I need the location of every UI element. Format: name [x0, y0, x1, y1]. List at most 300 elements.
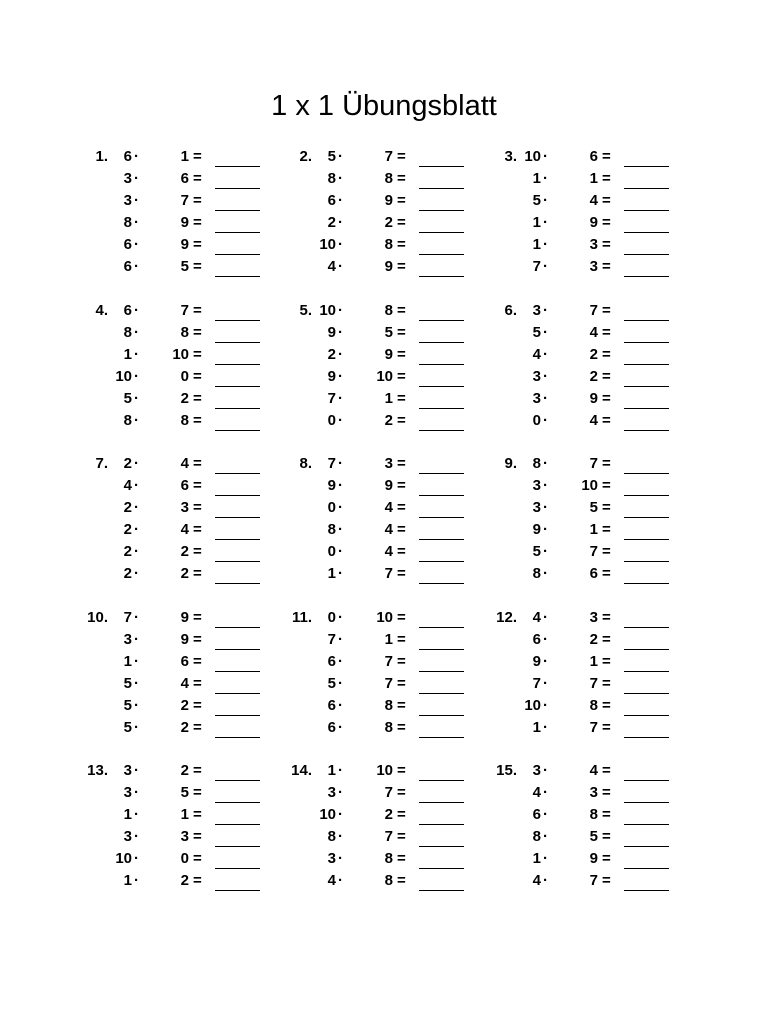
- exercise-number: 8.: [299, 455, 312, 472]
- exercise-row: [490, 147, 695, 169]
- equals-sign: =: [602, 543, 611, 560]
- multiply-sign: ·: [134, 784, 139, 801]
- multiply-sign: ·: [338, 214, 343, 231]
- factor-b: 3: [180, 828, 189, 845]
- equals-sign: =: [193, 301, 202, 319]
- equals-sign: =: [602, 674, 611, 692]
- equals-sign: =: [602, 608, 611, 626]
- factor-b: 1: [589, 521, 598, 538]
- exercise-row: [81, 652, 286, 674]
- equals-sign: =: [602, 301, 611, 319]
- answer-blank: [215, 890, 260, 891]
- multiply-sign: ·: [338, 718, 343, 736]
- exercise-row: [81, 257, 286, 279]
- multiply-sign: ·: [338, 521, 343, 538]
- answer-blank: [419, 539, 464, 540]
- equals-sign: =: [193, 345, 202, 363]
- factor-b: 9: [589, 389, 598, 407]
- exercise-row: [490, 761, 695, 783]
- equals-sign: =: [602, 630, 611, 648]
- multiply-sign: ·: [543, 148, 548, 165]
- exercise-row: [81, 827, 286, 849]
- exercise-row: [285, 871, 490, 893]
- equals-sign: =: [602, 411, 611, 429]
- factor-b: 7: [589, 301, 598, 319]
- answer-blank: [419, 430, 464, 431]
- multiply-sign: ·: [543, 674, 548, 692]
- exercise-row: [490, 389, 695, 411]
- factor-b: 9: [589, 214, 598, 231]
- factor-a: 3: [532, 301, 541, 319]
- exercise-row: [490, 805, 695, 827]
- factor-b: 5: [180, 258, 189, 275]
- factor-b: 4: [589, 411, 598, 429]
- equals-sign: =: [397, 455, 406, 472]
- exercise-number: 14.: [291, 762, 312, 779]
- equals-sign: =: [602, 696, 611, 714]
- factor-a: 2: [123, 543, 132, 560]
- factor-a: 6: [123, 258, 132, 275]
- answer-blank: [624, 430, 669, 431]
- factor-b: 2: [180, 389, 189, 407]
- equals-sign: =: [602, 828, 611, 845]
- multiply-sign: ·: [134, 565, 139, 582]
- exercise-block: [285, 761, 490, 893]
- factor-b: 2: [589, 367, 598, 385]
- exercise-row: [285, 213, 490, 235]
- multiply-sign: ·: [338, 170, 343, 187]
- multiply-sign: ·: [338, 674, 343, 692]
- exercise-row: [81, 520, 286, 542]
- answer-blank: [419, 364, 464, 365]
- equals-sign: =: [397, 762, 406, 779]
- equals-sign: =: [602, 565, 611, 582]
- answer-blank: [624, 473, 669, 474]
- factor-b: 2: [180, 872, 189, 889]
- factor-b: 7: [384, 565, 393, 582]
- answer-blank: [419, 386, 464, 387]
- factor-b: 9: [384, 345, 393, 363]
- answer-blank: [419, 495, 464, 496]
- equals-sign: =: [397, 148, 406, 165]
- equals-sign: =: [193, 455, 202, 472]
- factor-b: 0: [180, 367, 189, 385]
- exercise-row: [285, 608, 490, 630]
- answer-blank: [215, 737, 260, 738]
- exercise-row: [285, 367, 490, 389]
- factor-a: 0: [327, 543, 336, 560]
- multiply-sign: ·: [134, 389, 139, 407]
- exercise-number: 15.: [496, 762, 517, 779]
- equals-sign: =: [397, 411, 406, 429]
- exercise-row: [285, 411, 490, 433]
- exercise-row: [285, 191, 490, 213]
- multiply-sign: ·: [338, 455, 343, 472]
- factor-a: 7: [532, 258, 541, 275]
- exercise-row: [285, 630, 490, 652]
- answer-blank: [624, 188, 669, 189]
- factor-a: 3: [532, 389, 541, 407]
- multiply-sign: ·: [134, 477, 139, 494]
- multiply-sign: ·: [338, 850, 343, 867]
- exercise-row: [490, 301, 695, 323]
- answer-blank: [215, 824, 260, 825]
- equals-sign: =: [397, 236, 406, 253]
- answer-blank: [419, 166, 464, 167]
- multiply-sign: ·: [543, 411, 548, 429]
- exercise-row: [490, 520, 695, 542]
- answer-blank: [624, 627, 669, 628]
- exercise-row: [490, 827, 695, 849]
- equals-sign: =: [397, 192, 406, 209]
- exercise-row: [285, 805, 490, 827]
- answer-blank: [419, 583, 464, 584]
- factor-b: 3: [589, 258, 598, 275]
- answer-blank: [215, 276, 260, 277]
- exercise-number: 9.: [504, 455, 517, 472]
- answer-blank: [419, 254, 464, 255]
- exercise-row: [285, 323, 490, 345]
- multiply-sign: ·: [338, 301, 343, 319]
- equals-sign: =: [193, 170, 202, 187]
- exercise-number: 3.: [504, 148, 517, 165]
- equals-sign: =: [397, 389, 406, 407]
- factor-b: 9: [384, 258, 393, 275]
- factor-b: 7: [589, 543, 598, 560]
- factor-b: 2: [589, 630, 598, 648]
- equals-sign: =: [602, 236, 611, 253]
- exercise-row: [81, 191, 286, 213]
- exercise-row: [81, 235, 286, 257]
- factor-a: 5: [123, 696, 132, 714]
- equals-sign: =: [602, 850, 611, 867]
- factor-a: 6: [532, 806, 541, 823]
- multiply-sign: ·: [543, 828, 548, 845]
- multiply-sign: ·: [134, 367, 139, 385]
- exercise-number: 10.: [87, 608, 108, 626]
- multiply-sign: ·: [543, 762, 548, 779]
- factor-b: 4: [384, 543, 393, 560]
- factor-b: 6: [180, 652, 189, 670]
- multiply-sign: ·: [543, 367, 548, 385]
- multiply-sign: ·: [338, 148, 343, 165]
- factor-a: 3: [123, 192, 132, 209]
- factor-a: 8: [532, 828, 541, 845]
- answer-blank: [624, 386, 669, 387]
- factor-b: 7: [384, 148, 393, 165]
- exercise-row: [285, 498, 490, 520]
- exercise-row: [285, 696, 490, 718]
- exercise-block: [285, 608, 490, 740]
- answer-blank: [419, 232, 464, 233]
- factor-a: 5: [123, 718, 132, 736]
- exercise-row: [285, 783, 490, 805]
- factor-a: 3: [123, 630, 132, 648]
- answer-blank: [624, 780, 669, 781]
- factor-b: 3: [589, 784, 598, 801]
- equals-sign: =: [397, 872, 406, 889]
- answer-blank: [215, 166, 260, 167]
- exercise-row: [285, 761, 490, 783]
- multiply-sign: ·: [543, 630, 548, 648]
- equals-sign: =: [397, 652, 406, 670]
- answer-blank: [215, 846, 260, 847]
- factor-a: 4: [532, 345, 541, 363]
- equals-sign: =: [602, 258, 611, 275]
- exercise-block: [285, 454, 490, 586]
- factor-b: 8: [384, 170, 393, 187]
- answer-blank: [624, 715, 669, 716]
- multiply-sign: ·: [543, 718, 548, 736]
- factor-a: 6: [327, 718, 336, 736]
- answer-blank: [419, 671, 464, 672]
- equals-sign: =: [193, 236, 202, 253]
- factor-b: 10: [581, 477, 598, 494]
- multiply-sign: ·: [338, 652, 343, 670]
- equals-sign: =: [397, 301, 406, 319]
- exercise-row: [490, 696, 695, 718]
- multiply-sign: ·: [134, 345, 139, 363]
- exercise-row: [490, 652, 695, 674]
- answer-blank: [215, 583, 260, 584]
- factor-b: 2: [384, 214, 393, 231]
- factor-a: 8: [123, 214, 132, 231]
- factor-b: 9: [589, 850, 598, 867]
- factor-b: 1: [180, 148, 189, 165]
- factor-b: 3: [589, 608, 598, 626]
- equals-sign: =: [193, 258, 202, 275]
- factor-a: 3: [532, 499, 541, 516]
- exercise-row: [81, 411, 286, 433]
- answer-blank: [624, 649, 669, 650]
- factor-a: 6: [123, 301, 132, 319]
- factor-a: 1: [532, 236, 541, 253]
- factor-a: 5: [327, 674, 336, 692]
- factor-b: 6: [180, 477, 189, 494]
- equals-sign: =: [602, 521, 611, 538]
- exercise-block: [81, 301, 286, 433]
- equals-sign: =: [602, 784, 611, 801]
- equals-sign: =: [602, 192, 611, 209]
- answer-blank: [624, 254, 669, 255]
- exercise-row: [285, 520, 490, 542]
- factor-a: 8: [327, 521, 336, 538]
- multiply-sign: ·: [338, 696, 343, 714]
- exercise-row: [285, 454, 490, 476]
- answer-blank: [419, 188, 464, 189]
- answer-blank: [419, 737, 464, 738]
- factor-a: 8: [123, 411, 132, 429]
- answer-blank: [419, 342, 464, 343]
- exercise-row: [81, 805, 286, 827]
- answer-blank: [624, 583, 669, 584]
- equals-sign: =: [193, 214, 202, 231]
- multiply-sign: ·: [543, 477, 548, 494]
- factor-b: 4: [589, 192, 598, 209]
- exercise-row: [81, 630, 286, 652]
- factor-a: 7: [327, 389, 336, 407]
- answer-blank: [419, 802, 464, 803]
- exercise-row: [81, 564, 286, 586]
- answer-blank: [419, 473, 464, 474]
- factor-b: 8: [384, 850, 393, 867]
- equals-sign: =: [193, 872, 202, 889]
- factor-a: 3: [532, 367, 541, 385]
- factor-a: 10: [319, 301, 336, 319]
- factor-a: 7: [123, 608, 132, 626]
- factor-a: 3: [327, 784, 336, 801]
- answer-blank: [624, 890, 669, 891]
- factor-a: 4: [532, 608, 541, 626]
- factor-b: 8: [589, 696, 598, 714]
- answer-blank: [419, 320, 464, 321]
- exercise-block: [490, 147, 695, 279]
- exercise-row: [81, 169, 286, 191]
- multiply-sign: ·: [543, 850, 548, 867]
- answer-blank: [215, 780, 260, 781]
- answer-blank: [215, 802, 260, 803]
- answer-blank: [215, 210, 260, 211]
- factor-a: 10: [319, 236, 336, 253]
- factor-b: 2: [384, 806, 393, 823]
- answer-blank: [215, 693, 260, 694]
- exercise-row: [490, 564, 695, 586]
- exercise-block: [285, 147, 490, 279]
- answer-blank: [624, 802, 669, 803]
- answer-blank: [624, 495, 669, 496]
- equals-sign: =: [193, 718, 202, 736]
- factor-b: 10: [376, 608, 393, 626]
- factor-b: 2: [180, 696, 189, 714]
- factor-a: 10: [115, 850, 132, 867]
- factor-b: 4: [180, 521, 189, 538]
- answer-blank: [419, 890, 464, 891]
- exercise-row: [285, 718, 490, 740]
- multiply-sign: ·: [338, 543, 343, 560]
- exercise-row: [81, 367, 286, 389]
- exercise-number: 2.: [299, 148, 312, 165]
- factor-b: 3: [589, 236, 598, 253]
- factor-a: 1: [123, 345, 132, 363]
- exercise-row: [490, 367, 695, 389]
- multiply-sign: ·: [134, 652, 139, 670]
- answer-blank: [215, 671, 260, 672]
- exercise-row: [490, 542, 695, 564]
- answer-blank: [215, 868, 260, 869]
- factor-b: 4: [384, 499, 393, 516]
- factor-a: 2: [123, 499, 132, 516]
- answer-blank: [624, 737, 669, 738]
- equals-sign: =: [397, 367, 406, 385]
- factor-a: 1: [532, 850, 541, 867]
- multiply-sign: ·: [134, 806, 139, 823]
- answer-blank: [215, 188, 260, 189]
- factor-b: 4: [180, 455, 189, 472]
- multiply-sign: ·: [134, 608, 139, 626]
- factor-a: 3: [123, 762, 132, 779]
- exercise-row: [285, 147, 490, 169]
- answer-blank: [624, 276, 669, 277]
- multiply-sign: ·: [134, 148, 139, 165]
- factor-b: 8: [589, 806, 598, 823]
- exercise-row: [490, 191, 695, 213]
- equals-sign: =: [193, 389, 202, 407]
- answer-blank: [624, 868, 669, 869]
- factor-b: 9: [384, 192, 393, 209]
- factor-a: 5: [532, 192, 541, 209]
- factor-b: 9: [180, 236, 189, 253]
- multiply-sign: ·: [543, 192, 548, 209]
- factor-a: 6: [327, 192, 336, 209]
- exercise-row: [81, 498, 286, 520]
- factor-b: 8: [180, 411, 189, 429]
- exercise-row: [490, 323, 695, 345]
- factor-a: 6: [123, 236, 132, 253]
- multiply-sign: ·: [134, 214, 139, 231]
- answer-blank: [624, 517, 669, 518]
- factor-b: 0: [180, 850, 189, 867]
- factor-a: 4: [327, 258, 336, 275]
- factor-a: 8: [532, 455, 541, 472]
- exercise-row: [285, 476, 490, 498]
- exercise-row: [285, 345, 490, 367]
- exercise-row: [490, 718, 695, 740]
- factor-a: 9: [327, 323, 336, 341]
- equals-sign: =: [602, 345, 611, 363]
- exercise-row: [81, 674, 286, 696]
- equals-sign: =: [397, 521, 406, 538]
- equals-sign: =: [397, 784, 406, 801]
- equals-sign: =: [397, 828, 406, 845]
- answer-blank: [215, 342, 260, 343]
- equals-sign: =: [602, 718, 611, 736]
- multiply-sign: ·: [338, 477, 343, 494]
- equals-sign: =: [397, 608, 406, 626]
- answer-blank: [215, 232, 260, 233]
- multiply-sign: ·: [338, 389, 343, 407]
- factor-a: 4: [532, 784, 541, 801]
- multiply-sign: ·: [338, 784, 343, 801]
- multiply-sign: ·: [543, 806, 548, 823]
- answer-blank: [215, 627, 260, 628]
- answer-blank: [624, 671, 669, 672]
- factor-a: 1: [123, 872, 132, 889]
- exercise-row: [81, 783, 286, 805]
- equals-sign: =: [193, 192, 202, 209]
- factor-b: 9: [180, 608, 189, 626]
- factor-a: 9: [532, 521, 541, 538]
- factor-b: 9: [180, 630, 189, 648]
- exercise-row: [490, 411, 695, 433]
- equals-sign: =: [193, 367, 202, 385]
- equals-sign: =: [193, 323, 202, 341]
- multiply-sign: ·: [338, 608, 343, 626]
- multiply-sign: ·: [338, 258, 343, 275]
- exercise-block: [81, 761, 286, 893]
- multiply-sign: ·: [134, 236, 139, 253]
- factor-b: 8: [384, 236, 393, 253]
- factor-a: 3: [327, 850, 336, 867]
- factor-a: 7: [327, 630, 336, 648]
- exercise-row: [285, 169, 490, 191]
- factor-b: 1: [589, 170, 598, 187]
- answer-blank: [624, 166, 669, 167]
- exercise-row: [81, 147, 286, 169]
- factor-a: 4: [327, 872, 336, 889]
- factor-a: 6: [123, 148, 132, 165]
- answer-blank: [419, 780, 464, 781]
- answer-blank: [215, 408, 260, 409]
